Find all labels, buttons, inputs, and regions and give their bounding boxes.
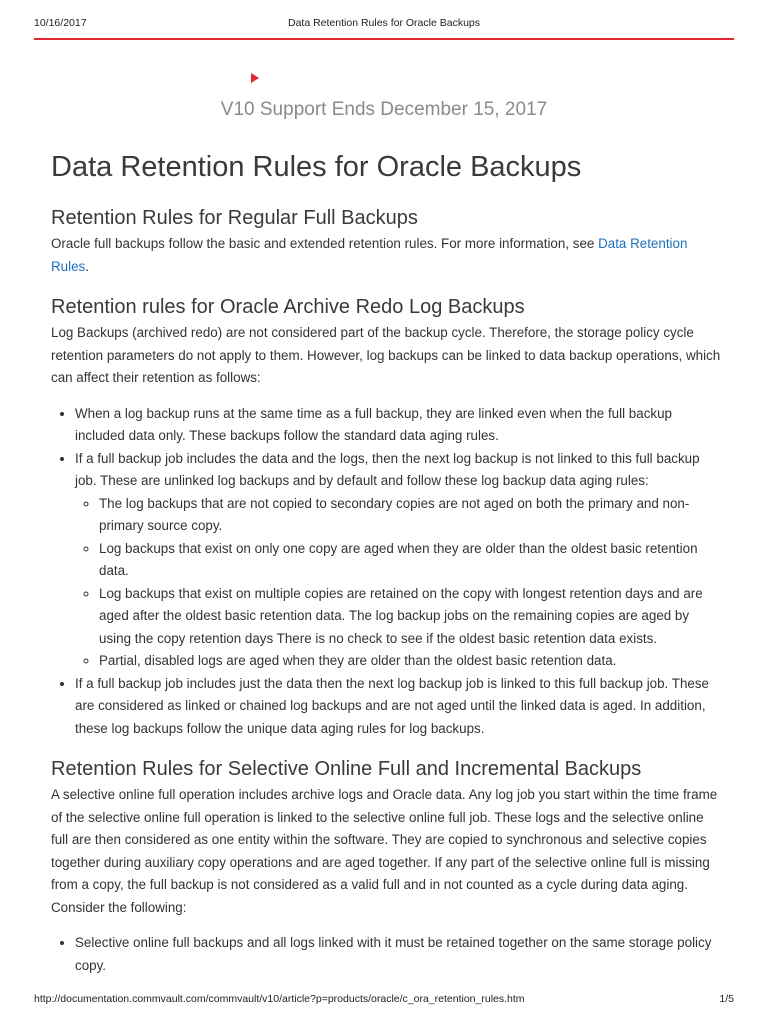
page-number: 1/5 <box>719 993 734 1005</box>
print-footer <box>34 993 734 1007</box>
page-title: Data Retention Rules for Oracle Backups <box>51 151 582 183</box>
support-banner[interactable]: V10 Support Ends December 15, 2017 <box>220 99 548 120</box>
print-date: 10/16/2017 <box>34 17 87 29</box>
list-item: • Selective online full backups and all logs linked with it must be retained together on the same storage policy copy. <box>75 932 723 977</box>
paragraph-text-end: . <box>85 258 89 274</box>
article-content <box>51 145 723 977</box>
play-arrow-icon[interactable] <box>251 73 259 83</box>
list-item-text: If a full backup job includes the data and the logs, then the next log backup is not linked to this full backup job. These are unlinked log backups and by default and follow these log backup data aging rules: <box>75 450 700 488</box>
paragraph-text: Oracle full backups follow the basic and extended retention rules. For more information, see <box>51 236 599 251</box>
header-divider <box>34 38 734 40</box>
data-retention-rules-link[interactable]: Data Retention Rules <box>51 236 688 274</box>
list-item <box>75 448 723 673</box>
section-paragraph-archive-redo: Log Backups (archived redo) are not considered part of the backup cycle. Therefore, the storage policy cycle retention parameters do not apply to them. However, log backups can be linked to data backup operations, which can affect their retention as follows: <box>51 325 721 385</box>
selective-online-list <box>51 932 723 977</box>
print-header <box>34 17 734 31</box>
list-item: • If a full backup job includes just the data then the next log backup job is linked to this full backup job. These are considered as linked or chained log backups and are not aged until the linked data is aged. In addition, these log backups follow the unique data aging rules for log backups. <box>75 673 723 741</box>
section-heading-regular-full: Retention Rules for Regular Full Backups <box>51 207 418 229</box>
list-item: • When a log backup runs at the same time as a full backup, they are linked even when the full backup included data only. These backups follow the standard data aging rules. <box>75 403 723 448</box>
section-heading-archive-redo: Retention rules for Oracle Archive Redo Log Backups <box>51 296 525 318</box>
archive-redo-list <box>51 403 723 741</box>
log-aging-rules-list <box>75 493 723 673</box>
sub-list-item: ◦ Log backups that exist on multiple copies are retained on the copy with longest retention days and are aged after the oldest basic retention data. The log backup jobs on the remaining copies are aged by using the copy retention days There is no check to see if the oldest basic retention data exists. <box>99 583 723 651</box>
section-heading-selective-online: Retention Rules for Selective Online Full and Incremental Backups <box>51 758 642 780</box>
sub-list-item: ◦ Log backups that exist on only one copy are aged when they are older than the oldest basic retention data. <box>99 538 723 583</box>
sub-list-item: ◦ The log backups that are not copied to secondary copies are not aged on both the primary and non-primary source copy. <box>99 493 723 538</box>
print-title: Data Retention Rules for Oracle Backups <box>287 17 480 29</box>
print-url: http://documentation.commvault.com/commvault/v10/article?p=products/oracle/c_ora_retention_rules.htm <box>34 993 525 1005</box>
section-paragraph-selective-online: A selective online full operation includes archive logs and Oracle data. Any log job you start within the time frame of the selective online full operation is linked to the selective online full job. These logs and the selective online full are then considered as one entity within the software. They are copied to synchronous and selective copies together during auxiliary copy operations and are aged together. If any part of the selective online full is missing from a copy, the full backup is not considered as a valid full and in not counted as a cycle during data aging. Consider the following: <box>51 787 718 915</box>
section-paragraph-regular-full <box>51 233 723 278</box>
sub-list-item: ◦ Partial, disabled logs are aged when they are older than the oldest basic retention data. <box>99 650 723 673</box>
